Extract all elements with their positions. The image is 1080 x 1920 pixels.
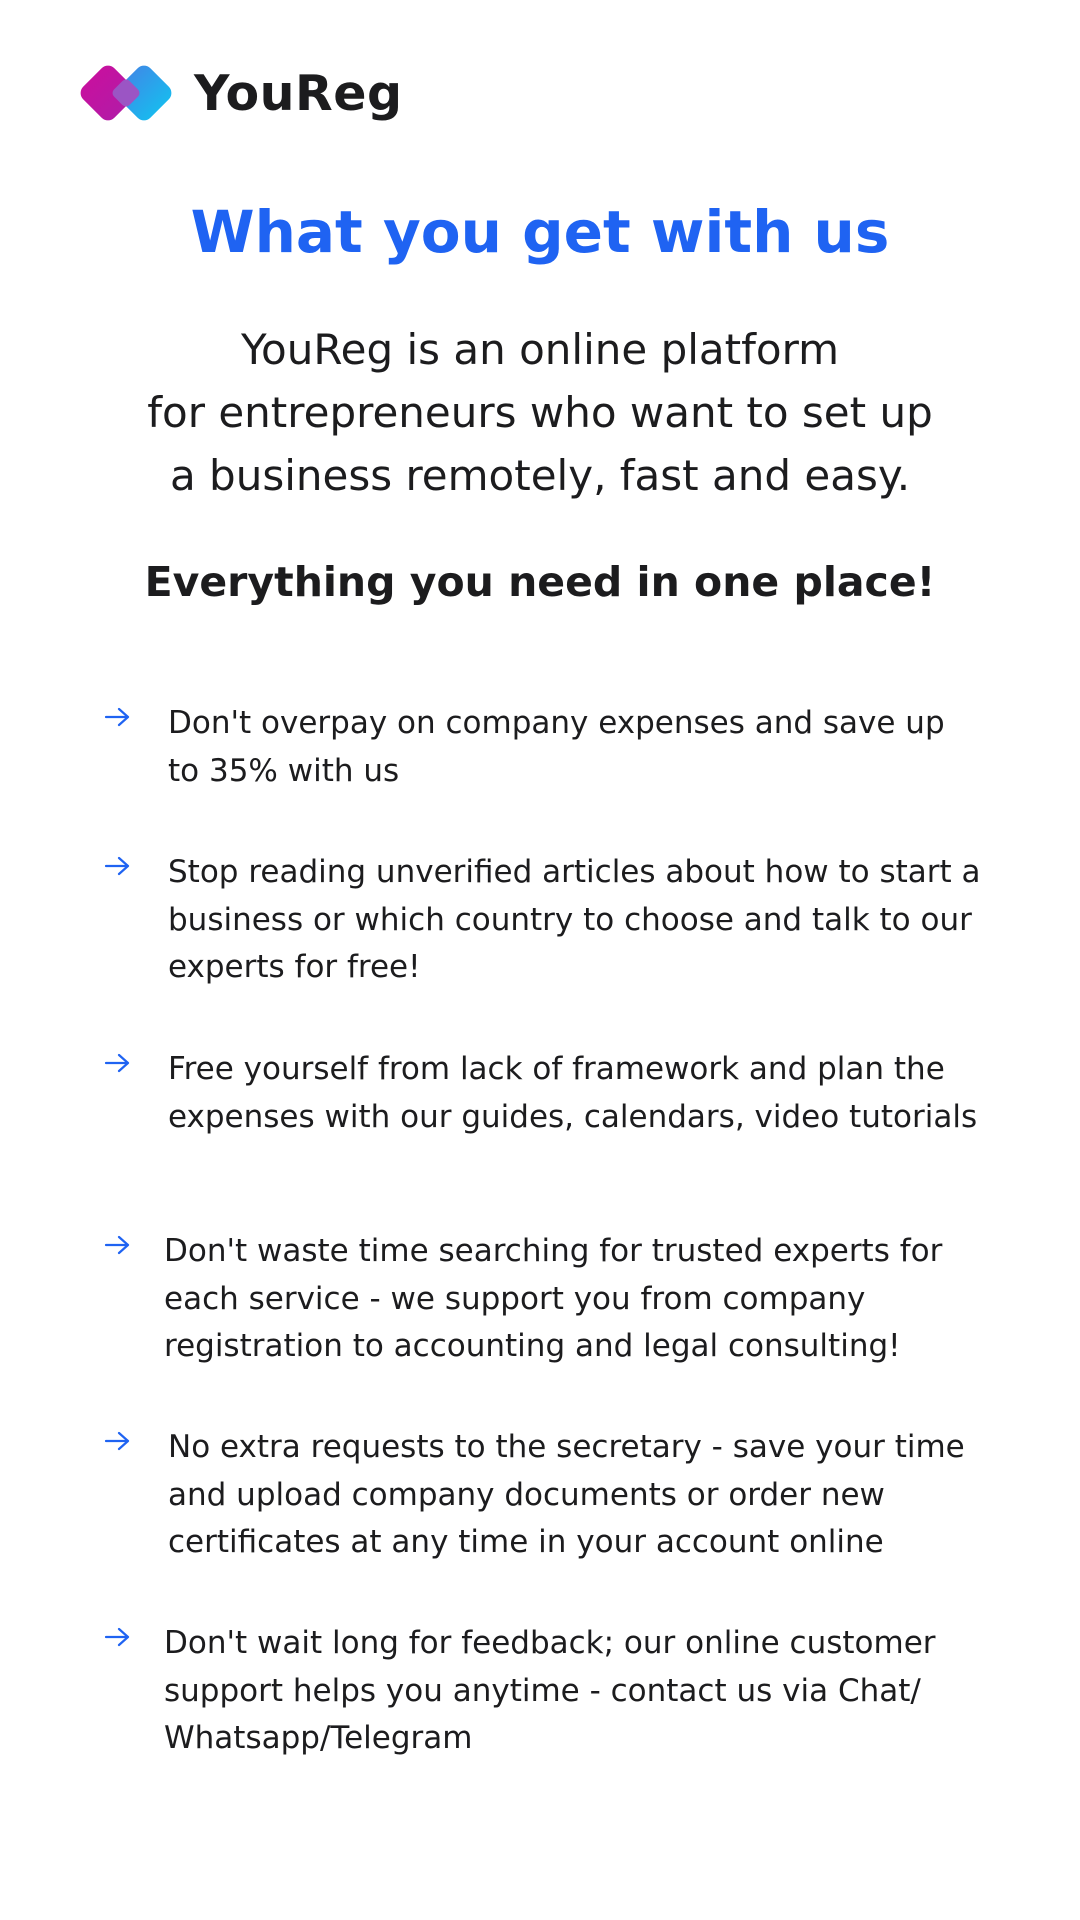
benefit-text: Don't waste time searching for trusted experts for each service - we support you from company registration to accounting and legal consulting!	[164, 1233, 943, 1364]
benefit-item	[104, 1620, 984, 1763]
benefit-item	[104, 1046, 984, 1141]
intro-line: YouReg is an online platform	[240, 325, 840, 374]
brand-name: YouReg	[194, 64, 403, 122]
benefit-text: Don't overpay on company expenses and save up to 35% with us	[168, 705, 945, 789]
arrow-right-icon	[104, 1052, 132, 1074]
arrow-right-icon	[104, 1430, 132, 1452]
benefit-item	[104, 700, 984, 795]
arrow-right-icon	[104, 706, 132, 728]
arrow-right-icon	[104, 855, 132, 877]
intro-line: for entrepreneurs who want to set up	[147, 388, 933, 437]
benefit-text: No extra requests to the secretary - save your time and upload company documents or order new certificates at any time in your account online	[168, 1429, 965, 1560]
benefit-item	[104, 849, 984, 992]
benefit-text: Don't wait long for feedback; our online customer support helps you anytime - contact us via Chat/ Whatsapp/Telegram	[164, 1625, 936, 1756]
benefit-text: Stop reading unverified articles about how to start a business or which country to choose and talk to our experts for free!	[168, 854, 981, 985]
benefit-text: Free yourself from lack of framework and plan the expenses with our guides, calendars, video tutorials	[168, 1051, 978, 1135]
arrow-right-icon	[104, 1626, 132, 1648]
benefit-item	[104, 1228, 984, 1371]
benefit-item	[104, 1424, 984, 1567]
page-title: What you get with us	[190, 198, 890, 266]
header	[76, 58, 403, 128]
intro-line: a business remotely, fast and easy.	[169, 451, 911, 500]
section-subtitle: Everything you need in one place!	[144, 558, 936, 606]
arrow-right-icon	[104, 1234, 132, 1256]
brand-logo-icon[interactable]	[76, 58, 176, 128]
intro-paragraph	[100, 318, 980, 507]
